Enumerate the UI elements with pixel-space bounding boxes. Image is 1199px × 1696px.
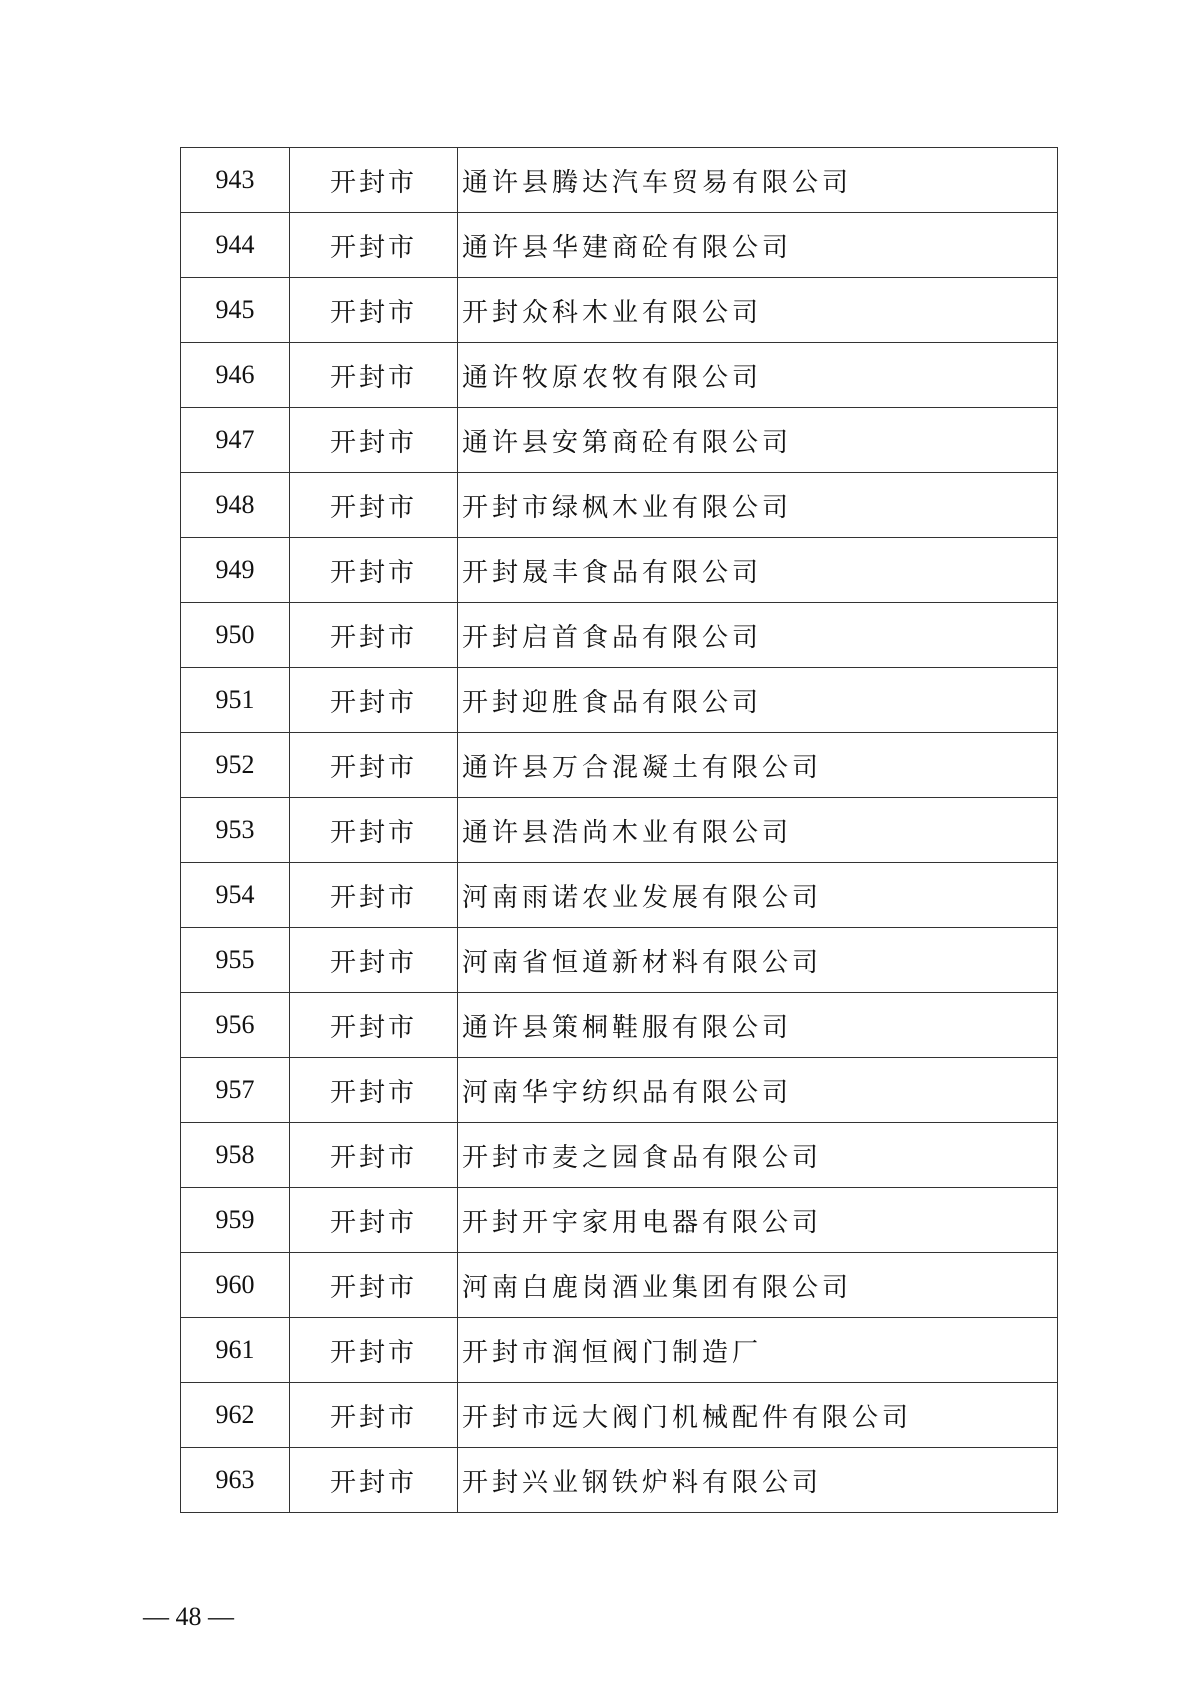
city-cell: 开封市: [290, 928, 458, 993]
company-name-cell: 开封市麦之园食品有限公司: [458, 1123, 1058, 1188]
row-number-cell: 956: [181, 993, 290, 1058]
company-name-cell: 河南省恒道新材料有限公司: [458, 928, 1058, 993]
row-number-cell: 946: [181, 343, 290, 408]
table-row: [181, 473, 1058, 538]
table-row: [181, 928, 1058, 993]
city-cell: 开封市: [290, 1253, 458, 1318]
company-name-cell: 开封市润恒阀门制造厂: [458, 1318, 1058, 1383]
company-name-cell: 开封开宇家用电器有限公司: [458, 1188, 1058, 1253]
company-name-cell: 通许县浩尚木业有限公司: [458, 798, 1058, 863]
table-row: [181, 1253, 1058, 1318]
city-cell: 开封市: [290, 213, 458, 278]
table-body: [181, 148, 1058, 1513]
city-cell: 开封市: [290, 863, 458, 928]
city-cell: 开封市: [290, 473, 458, 538]
row-number-cell: 953: [181, 798, 290, 863]
table-row: [181, 733, 1058, 798]
table-row: [181, 993, 1058, 1058]
table-row: [181, 863, 1058, 928]
company-name-cell: 开封兴业钢铁炉料有限公司: [458, 1448, 1058, 1513]
row-number-cell: 945: [181, 278, 290, 343]
city-cell: 开封市: [290, 278, 458, 343]
row-number-cell: 943: [181, 148, 290, 213]
city-cell: 开封市: [290, 993, 458, 1058]
row-number-cell: 962: [181, 1383, 290, 1448]
city-cell: 开封市: [290, 408, 458, 473]
city-cell: 开封市: [290, 1123, 458, 1188]
row-number-cell: 963: [181, 1448, 290, 1513]
table-row: [181, 603, 1058, 668]
table-row: [181, 1383, 1058, 1448]
table-row: [181, 408, 1058, 473]
table-row: [181, 1058, 1058, 1123]
city-cell: 开封市: [290, 603, 458, 668]
table-row: [181, 278, 1058, 343]
company-name-cell: 通许牧原农牧有限公司: [458, 343, 1058, 408]
company-name-cell: 河南雨诺农业发展有限公司: [458, 863, 1058, 928]
city-cell: 开封市: [290, 1058, 458, 1123]
company-name-cell: 通许县安第商砼有限公司: [458, 408, 1058, 473]
row-number-cell: 947: [181, 408, 290, 473]
table-row: [181, 798, 1058, 863]
company-list-table: [180, 147, 1058, 1513]
row-number-cell: 948: [181, 473, 290, 538]
city-cell: 开封市: [290, 538, 458, 603]
company-name-cell: 河南白鹿岗酒业集团有限公司: [458, 1253, 1058, 1318]
city-cell: 开封市: [290, 1448, 458, 1513]
row-number-cell: 950: [181, 603, 290, 668]
row-number-cell: 958: [181, 1123, 290, 1188]
table-row: [181, 668, 1058, 733]
company-name-cell: 开封迎胜食品有限公司: [458, 668, 1058, 733]
table-row: [181, 213, 1058, 278]
company-name-cell: 开封众科木业有限公司: [458, 278, 1058, 343]
city-cell: 开封市: [290, 343, 458, 408]
row-number-cell: 957: [181, 1058, 290, 1123]
row-number-cell: 959: [181, 1188, 290, 1253]
company-name-cell: 开封市绿枫木业有限公司: [458, 473, 1058, 538]
page-number: — 48 —: [143, 1602, 234, 1631]
row-number-cell: 960: [181, 1253, 290, 1318]
table-row: [181, 538, 1058, 603]
company-name-cell: 通许县万合混凝土有限公司: [458, 733, 1058, 798]
company-name-cell: 通许县华建商砼有限公司: [458, 213, 1058, 278]
table-row: [181, 343, 1058, 408]
row-number-cell: 961: [181, 1318, 290, 1383]
row-number-cell: 954: [181, 863, 290, 928]
city-cell: 开封市: [290, 668, 458, 733]
company-name-cell: 开封启首食品有限公司: [458, 603, 1058, 668]
company-name-cell: 通许县腾达汽车贸易有限公司: [458, 148, 1058, 213]
company-name-cell: 河南华宇纺织品有限公司: [458, 1058, 1058, 1123]
city-cell: 开封市: [290, 1188, 458, 1253]
table-row: [181, 1188, 1058, 1253]
city-cell: 开封市: [290, 733, 458, 798]
company-name-cell: 开封晟丰食品有限公司: [458, 538, 1058, 603]
city-cell: 开封市: [290, 1383, 458, 1448]
city-cell: 开封市: [290, 1318, 458, 1383]
row-number-cell: 951: [181, 668, 290, 733]
table-row: [181, 1448, 1058, 1513]
table-row: [181, 148, 1058, 213]
company-name-cell: 开封市远大阀门机械配件有限公司: [458, 1383, 1058, 1448]
row-number-cell: 952: [181, 733, 290, 798]
row-number-cell: 944: [181, 213, 290, 278]
city-cell: 开封市: [290, 798, 458, 863]
table-row: [181, 1123, 1058, 1188]
company-name-cell: 通许县策桐鞋服有限公司: [458, 993, 1058, 1058]
row-number-cell: 955: [181, 928, 290, 993]
table-row: [181, 1318, 1058, 1383]
city-cell: 开封市: [290, 148, 458, 213]
row-number-cell: 949: [181, 538, 290, 603]
